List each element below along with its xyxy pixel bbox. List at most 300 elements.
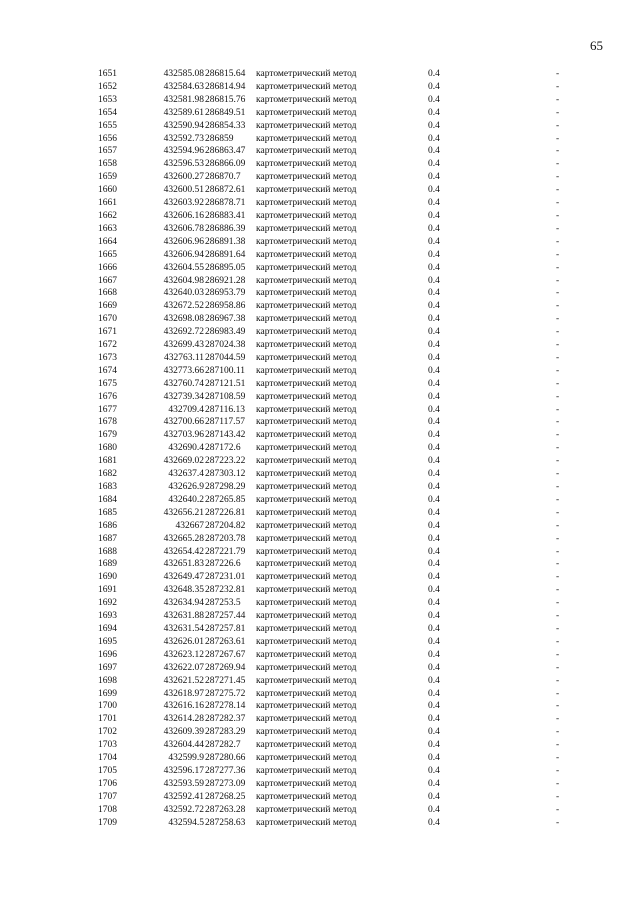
note-cell: - (556, 404, 560, 415)
method-cell: картометрический метод (256, 314, 357, 325)
row-margin (0, 391, 98, 404)
row-margin (0, 197, 98, 210)
row-margin (0, 623, 98, 636)
method-cell: картометрический метод (256, 456, 357, 467)
point-number: 1703 (98, 740, 117, 751)
accuracy-cell: 0.4 (428, 649, 440, 660)
table-row (0, 249, 640, 262)
coordinate-y: 286891.38 (205, 236, 246, 247)
row-margin (0, 210, 98, 223)
coordinate-y: 287263.28 (205, 804, 246, 815)
table-row (0, 752, 640, 765)
coordinate-y: 287100.11 (205, 365, 246, 376)
note-cell: - (556, 611, 560, 622)
coordinate-x: 432603.92 (163, 198, 204, 209)
note-cell: - (556, 765, 560, 776)
note-cell: - (556, 172, 560, 183)
row-margin (0, 223, 98, 236)
coordinate-x: 432604.44 (163, 740, 204, 751)
note-cell: - (556, 81, 560, 92)
coordinate-x: 432626.9 (168, 482, 204, 492)
accuracy-cell: 0.4 (428, 546, 440, 557)
row-margin (0, 739, 98, 752)
accuracy-cell: 0.4 (428, 636, 440, 647)
table-row (0, 236, 640, 249)
point-number: 1680 (98, 443, 117, 454)
point-number: 1658 (98, 159, 117, 170)
method-cell: картометрический метод (256, 146, 357, 157)
table-row (0, 287, 640, 300)
method-cell: картометрический метод (256, 520, 357, 531)
point-number: 1668 (98, 288, 117, 299)
row-margin (0, 339, 98, 352)
coordinate-y: 287226.81 (205, 507, 246, 518)
row-margin (0, 726, 98, 739)
row-margin (0, 520, 98, 533)
point-number: 1656 (98, 133, 117, 144)
coordinate-y: 287257.81 (205, 623, 246, 634)
coordinate-y: 286883.41 (205, 210, 246, 221)
table-row (0, 804, 640, 817)
method-cell: картометрический метод (256, 778, 357, 789)
row-margin (0, 300, 98, 313)
point-number: 1662 (98, 210, 117, 221)
method-cell: картометрический метод (256, 378, 357, 389)
accuracy-cell: 0.4 (428, 727, 440, 738)
coordinate-x: 432590.94 (163, 120, 204, 131)
coordinate-x: 432665.28 (163, 533, 204, 544)
method-cell: картометрический метод (256, 585, 357, 596)
note-cell: - (556, 701, 560, 712)
coordinate-x: 432604.98 (163, 275, 204, 286)
table-row (0, 546, 640, 559)
row-margin (0, 610, 98, 623)
accuracy-cell: 0.4 (428, 69, 440, 79)
coordinate-x: 432667 (175, 520, 204, 531)
coordinate-y: 287275.72 (205, 688, 246, 699)
row-margin (0, 107, 98, 120)
method-cell: картометрический метод (256, 791, 357, 802)
table-row (0, 520, 640, 533)
method-cell: картометрический метод (256, 727, 357, 738)
method-cell: картометрический метод (256, 649, 357, 660)
row-margin (0, 584, 98, 597)
table-row (0, 391, 640, 404)
coordinate-x: 432604.55 (163, 262, 204, 273)
accuracy-cell: 0.4 (428, 817, 440, 828)
note-cell: - (556, 146, 560, 157)
coordinate-y: 287253.5 (205, 598, 241, 609)
row-margin (0, 133, 98, 146)
method-cell: картометрический метод (256, 469, 357, 480)
coordinate-y: 287278.14 (205, 701, 246, 712)
point-number: 1704 (98, 753, 117, 764)
point-number: 1651 (98, 69, 117, 79)
method-cell: картометрический метод (256, 352, 357, 363)
note-cell: - (556, 727, 560, 738)
table-row (0, 107, 640, 120)
coordinate-x: 432763.11 (163, 352, 204, 363)
coordinate-x: 432606.78 (163, 223, 204, 234)
note-cell: - (556, 714, 560, 725)
method-cell: картометрический метод (256, 636, 357, 647)
accuracy-cell: 0.4 (428, 236, 440, 247)
table-row (0, 533, 640, 546)
method-cell: картометрический метод (256, 107, 357, 118)
accuracy-cell: 0.4 (428, 159, 440, 170)
note-cell: - (556, 804, 560, 815)
point-number: 1657 (98, 146, 117, 157)
accuracy-cell: 0.4 (428, 688, 440, 699)
point-number: 1669 (98, 301, 117, 312)
accuracy-cell: 0.4 (428, 791, 440, 802)
accuracy-cell: 0.4 (428, 185, 440, 196)
coordinate-x: 432609.39 (163, 727, 204, 738)
table-row (0, 171, 640, 184)
accuracy-cell: 0.4 (428, 804, 440, 815)
row-margin (0, 326, 98, 339)
method-cell: картометрический метод (256, 817, 357, 828)
row-margin (0, 365, 98, 378)
coordinate-x: 432649.47 (163, 572, 204, 583)
method-cell: картометрический метод (256, 236, 357, 247)
note-cell: - (556, 585, 560, 596)
coordinate-y: 286849.51 (205, 107, 246, 118)
point-number: 1679 (98, 430, 117, 441)
table-row (0, 791, 640, 804)
coordinate-y: 287282.7 (205, 740, 241, 751)
point-number: 1681 (98, 456, 117, 467)
coordinate-x: 432618.97 (163, 688, 204, 699)
coordinate-y: 287298.29 (205, 482, 246, 492)
coordinate-x: 432606.96 (163, 236, 204, 247)
point-number: 1653 (98, 94, 117, 105)
coordinate-x: 432616.16 (163, 701, 204, 712)
point-number: 1702 (98, 727, 117, 738)
coordinate-x: 432760.74 (163, 378, 204, 389)
accuracy-cell: 0.4 (428, 675, 440, 686)
accuracy-cell: 0.4 (428, 404, 440, 415)
coordinate-x: 432592.73 (163, 133, 204, 144)
table-row (0, 765, 640, 778)
coordinate-x: 432648.35 (163, 585, 204, 596)
coordinate-y: 287263.61 (205, 636, 246, 647)
coordinate-x: 432773.66 (163, 365, 204, 376)
row-margin (0, 81, 98, 94)
method-cell: картометрический метод (256, 327, 357, 338)
table-row (0, 81, 640, 94)
point-number: 1664 (98, 236, 117, 247)
method-cell: картометрический метод (256, 210, 357, 221)
coordinate-y: 286921.28 (205, 275, 246, 286)
table-row (0, 739, 640, 752)
coordinate-x: 432631.54 (163, 623, 204, 634)
coordinate-y: 286854.33 (205, 120, 246, 131)
accuracy-cell: 0.4 (428, 288, 440, 299)
method-cell: картометрический метод (256, 559, 357, 570)
note-cell: - (556, 778, 560, 789)
table-row (0, 300, 640, 313)
note-cell: - (556, 817, 560, 828)
table-row (0, 713, 640, 726)
point-number: 1670 (98, 314, 117, 325)
table-row (0, 468, 640, 481)
row-margin (0, 700, 98, 713)
coordinate-x: 432600.51 (163, 185, 204, 196)
point-number: 1654 (98, 107, 117, 118)
row-margin (0, 752, 98, 765)
coordinate-y: 287116.13 (205, 404, 246, 415)
table-row (0, 623, 640, 636)
coordinate-x: 432626.01 (163, 636, 204, 647)
point-number: 1696 (98, 649, 117, 660)
row-margin (0, 287, 98, 300)
table-row (0, 404, 640, 417)
point-number: 1672 (98, 340, 117, 351)
coordinate-x: 432592.41 (163, 791, 204, 802)
accuracy-cell: 0.4 (428, 120, 440, 131)
point-number: 1677 (98, 404, 117, 415)
coordinate-y: 287283.29 (205, 727, 246, 738)
point-number: 1699 (98, 688, 117, 699)
point-number: 1678 (98, 417, 117, 428)
note-cell: - (556, 94, 560, 105)
coordinate-x: 432594.5 (168, 817, 204, 828)
table-row (0, 275, 640, 288)
method-cell: картометрический метод (256, 340, 357, 351)
table-row (0, 507, 640, 520)
coordinate-x: 432651.83 (163, 559, 204, 570)
accuracy-cell: 0.4 (428, 482, 440, 492)
row-margin (0, 158, 98, 171)
method-cell: картометрический метод (256, 262, 357, 273)
accuracy-cell: 0.4 (428, 740, 440, 751)
coordinate-x: 432654.42 (163, 546, 204, 557)
coordinate-y: 286863.47 (205, 146, 246, 157)
table-row (0, 184, 640, 197)
row-margin (0, 313, 98, 326)
accuracy-cell: 0.4 (428, 765, 440, 776)
row-margin (0, 481, 98, 494)
row-margin (0, 120, 98, 133)
table-row (0, 662, 640, 675)
note-cell: - (556, 482, 560, 492)
row-margin (0, 455, 98, 468)
note-cell: - (556, 791, 560, 802)
table-row (0, 68, 640, 81)
note-cell: - (556, 120, 560, 131)
note-cell: - (556, 378, 560, 389)
accuracy-cell: 0.4 (428, 714, 440, 725)
table-row (0, 688, 640, 701)
table-row (0, 313, 640, 326)
accuracy-cell: 0.4 (428, 559, 440, 570)
accuracy-cell: 0.4 (428, 146, 440, 157)
note-cell: - (556, 223, 560, 234)
coordinate-y: 286958.86 (205, 301, 246, 312)
table-row (0, 352, 640, 365)
row-margin (0, 249, 98, 262)
coordinate-x: 432672.52 (163, 301, 204, 312)
note-cell: - (556, 469, 560, 480)
row-margin (0, 546, 98, 559)
accuracy-cell: 0.4 (428, 662, 440, 673)
note-cell: - (556, 675, 560, 686)
note-cell: - (556, 443, 560, 454)
note-cell: - (556, 456, 560, 467)
method-cell: картометрический метод (256, 533, 357, 544)
row-margin (0, 145, 98, 158)
coordinate-y: 286891.64 (205, 249, 246, 260)
coordinate-y: 287282.37 (205, 714, 246, 725)
note-cell: - (556, 198, 560, 209)
coordinate-y: 287257.44 (205, 611, 246, 622)
row-margin (0, 94, 98, 107)
method-cell: картометрический метод (256, 804, 357, 815)
row-margin (0, 571, 98, 584)
method-cell: картометрический метод (256, 81, 357, 92)
method-cell: картометрический метод (256, 120, 357, 131)
method-cell: картометрический метод (256, 133, 357, 144)
method-cell: картометрический метод (256, 275, 357, 286)
table-row (0, 223, 640, 236)
accuracy-cell: 0.4 (428, 301, 440, 312)
row-margin (0, 765, 98, 778)
table-row (0, 158, 640, 171)
method-cell: картометрический метод (256, 249, 357, 260)
accuracy-cell: 0.4 (428, 456, 440, 467)
coordinate-x: 432700.66 (163, 417, 204, 428)
coordinate-x: 432703.96 (163, 430, 204, 441)
row-margin (0, 804, 98, 817)
row-margin (0, 429, 98, 442)
coordinate-y: 287231.01 (205, 572, 246, 583)
method-cell: картометрический метод (256, 714, 357, 725)
accuracy-cell: 0.4 (428, 443, 440, 454)
method-cell: картометрический метод (256, 765, 357, 776)
accuracy-cell: 0.4 (428, 585, 440, 596)
coordinate-x: 432698.08 (163, 314, 204, 325)
accuracy-cell: 0.4 (428, 198, 440, 209)
table-row (0, 365, 640, 378)
point-number: 1673 (98, 352, 117, 363)
row-margin (0, 404, 98, 417)
coordinate-y: 286815.64 (205, 69, 246, 79)
table-row (0, 416, 640, 429)
note-cell: - (556, 740, 560, 751)
coordinate-y: 287271.45 (205, 675, 246, 686)
row-margin (0, 416, 98, 429)
row-margin (0, 713, 98, 726)
coordinate-y: 287269.94 (205, 662, 246, 673)
accuracy-cell: 0.4 (428, 172, 440, 183)
coordinate-x: 432596.53 (163, 159, 204, 170)
row-margin (0, 184, 98, 197)
row-margin (0, 675, 98, 688)
table-row (0, 197, 640, 210)
accuracy-cell: 0.4 (428, 327, 440, 338)
table-row (0, 675, 640, 688)
coordinate-y: 286953.79 (205, 288, 246, 299)
row-margin (0, 442, 98, 455)
note-cell: - (556, 520, 560, 531)
coordinates-table (0, 68, 640, 829)
accuracy-cell: 0.4 (428, 611, 440, 622)
table-row (0, 636, 640, 649)
method-cell: картометрический метод (256, 443, 357, 454)
accuracy-cell: 0.4 (428, 417, 440, 428)
note-cell: - (556, 598, 560, 609)
coordinate-y: 287044.59 (205, 352, 246, 363)
accuracy-cell: 0.4 (428, 81, 440, 92)
coordinate-y: 286983.49 (205, 327, 246, 338)
note-cell: - (556, 662, 560, 673)
accuracy-cell: 0.4 (428, 778, 440, 789)
note-cell: - (556, 636, 560, 647)
point-number: 1661 (98, 198, 117, 209)
coordinate-y: 287232.81 (205, 585, 246, 596)
accuracy-cell: 0.4 (428, 572, 440, 583)
accuracy-cell: 0.4 (428, 314, 440, 325)
point-number: 1709 (98, 817, 117, 828)
row-margin (0, 533, 98, 546)
row-margin (0, 817, 98, 830)
note-cell: - (556, 391, 560, 402)
coordinate-y: 286815.76 (205, 94, 246, 105)
row-margin (0, 778, 98, 791)
coordinate-x: 432596.17 (163, 765, 204, 776)
row-margin (0, 275, 98, 288)
method-cell: картометрический метод (256, 301, 357, 312)
coordinate-y: 287121.51 (205, 378, 246, 389)
coordinate-y: 287223.22 (205, 456, 246, 467)
note-cell: - (556, 507, 560, 518)
method-cell: картометрический метод (256, 430, 357, 441)
note-cell: - (556, 649, 560, 660)
row-margin (0, 468, 98, 481)
method-cell: картометрический метод (256, 288, 357, 299)
table-row (0, 494, 640, 507)
point-number: 1655 (98, 120, 117, 131)
note-cell: - (556, 572, 560, 583)
accuracy-cell: 0.4 (428, 623, 440, 634)
coordinate-x: 432584.63 (163, 81, 204, 92)
coordinate-y: 287204.82 (205, 520, 246, 531)
coordinate-y: 287265.85 (205, 494, 246, 505)
coordinate-y: 286859 (205, 133, 234, 144)
point-number: 1690 (98, 572, 117, 583)
note-cell: - (556, 623, 560, 634)
coordinate-y: 286814.94 (205, 81, 246, 92)
coordinate-x: 432690.4 (168, 443, 204, 454)
method-cell: картометрический метод (256, 611, 357, 622)
method-cell: картометрический метод (256, 69, 357, 79)
accuracy-cell: 0.4 (428, 430, 440, 441)
note-cell: - (556, 301, 560, 312)
note-cell: - (556, 365, 560, 376)
coordinate-x: 432634.94 (163, 598, 204, 609)
row-margin (0, 494, 98, 507)
coordinate-x: 432581.98 (163, 94, 204, 105)
coordinate-y: 286886.39 (205, 223, 246, 234)
coordinate-y: 287172.6 (205, 443, 241, 454)
coordinate-x: 432594.96 (163, 146, 204, 157)
point-number: 1691 (98, 585, 117, 596)
accuracy-cell: 0.4 (428, 507, 440, 518)
note-cell: - (556, 314, 560, 325)
table-row (0, 778, 640, 791)
point-number: 1667 (98, 275, 117, 286)
